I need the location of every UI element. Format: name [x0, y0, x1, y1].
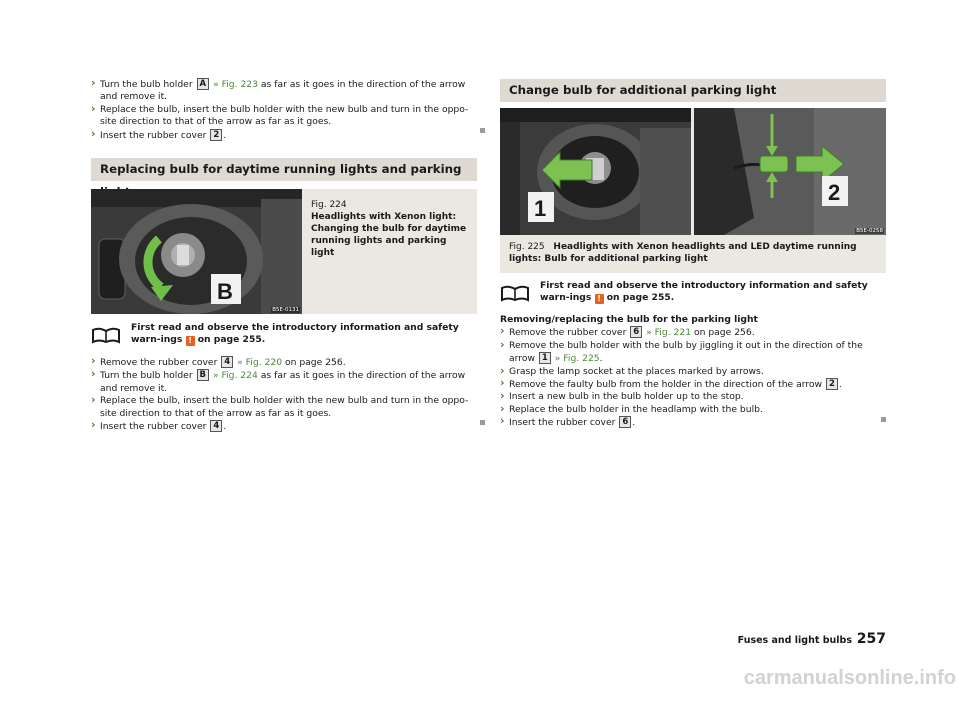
key-badge: 6: [619, 416, 631, 428]
step-text: Remove the bulb holder with the bulb by jiggling it out in the direction of the arrow: [509, 339, 863, 365]
notice-text: [540, 280, 886, 305]
bulb-replacement-illustration: [694, 108, 886, 235]
footer-title: Fuses and light bulbs: [737, 635, 852, 646]
step-text: Replace the bulb holder in the headlamp with the bulb.: [509, 403, 763, 415]
image-label-1: 1: [534, 196, 547, 221]
warning-icon: !: [186, 336, 195, 346]
read-book-icon: [91, 325, 121, 344]
intro-step: [91, 78, 477, 104]
step: [500, 340, 886, 366]
section-end-mark: [881, 417, 886, 422]
image-label-b: B: [217, 279, 233, 304]
section-heading: Replacing bulb for daytime running lights and parking: [91, 158, 477, 181]
key-badge: B: [197, 369, 209, 381]
step: [91, 369, 477, 395]
step-text: Remove the rubber cover: [509, 327, 627, 339]
figure-link[interactable]: » Fig. 221: [646, 327, 692, 339]
headlight-bulb-holder-illustration: [91, 189, 302, 314]
figure-link[interactable]: » Fig. 220: [237, 357, 283, 368]
step-text: as far as it goes in the direction of the arrow and remove it.: [100, 79, 466, 103]
key-badge: 6: [630, 326, 642, 338]
figure-224-caption-block: [311, 199, 471, 259]
step: [91, 395, 477, 420]
key-badge: 4: [210, 420, 222, 432]
notice-text: [131, 322, 477, 347]
figure-224: [91, 189, 477, 314]
intro-step: [91, 104, 477, 129]
step: [500, 404, 886, 416]
section-end-mark: [480, 420, 485, 425]
key-badge: 4: [221, 356, 233, 368]
watermark: carmanualsonline.info: [743, 667, 956, 689]
figure-label: Fig. 224: [311, 200, 347, 210]
steps-list: [91, 356, 477, 433]
intro-steps: [91, 78, 477, 142]
figure-224-image: [91, 189, 302, 314]
steps-block: [500, 314, 886, 430]
step-text: Insert the rubber cover: [509, 417, 616, 429]
key-badge: 2: [210, 129, 222, 141]
notice-page-ref[interactable]: on page 255.: [606, 292, 675, 304]
step-text: Remove the faulty bulb from the holder in the direction of the arrow: [509, 379, 823, 391]
key-badge: 2: [826, 378, 838, 390]
step-text: on page 256.: [693, 327, 755, 339]
figure-link[interactable]: » Fig. 224: [212, 370, 258, 382]
page-number: 257: [856, 631, 886, 647]
step: [91, 420, 477, 433]
step: [500, 391, 886, 403]
step-text: .: [223, 421, 227, 433]
step: [500, 416, 886, 429]
step-text: on page 256.: [284, 357, 346, 368]
figure-link[interactable]: » Fig. 225: [554, 353, 600, 365]
step-text: .: [599, 353, 603, 365]
notice-page-ref[interactable]: on page 255.: [197, 334, 266, 346]
bulb-holder-removal-illustration: [500, 108, 691, 235]
step-text: Grasp the lamp socket at the places marked by arrows.: [509, 365, 764, 377]
step-text: .: [632, 417, 636, 429]
safety-notice: [91, 322, 477, 347]
step-text: as far as it goes in the direction of the arrow and remove it.: [100, 370, 466, 394]
warning-icon: !: [595, 294, 604, 304]
notice-line: First read and observe the introductory information and safety warn-ings: [131, 322, 459, 346]
image-code: B5E-0131: [272, 307, 299, 313]
step-text: .: [838, 379, 842, 391]
figure-caption: Headlights with Xenon headlights and LED daytime running lights: Bulb for additional parking light: [509, 242, 857, 265]
step: [91, 356, 477, 369]
subheading: Removing/replacing the bulb for the parking light: [500, 314, 758, 325]
step-text: Replace the bulb, insert the bulb holder with the new bulb and turn in the oppo-site direction to that of the arrow as far as it goes.: [100, 395, 469, 419]
image-code: B5E-0258: [856, 228, 883, 234]
step: [500, 378, 886, 391]
figure-label: Fig. 225: [509, 242, 545, 252]
figure-caption: Headlights with Xenon light: Changing the bulb for daytime running lights and parking light: [311, 212, 467, 259]
section-end-mark: [480, 128, 485, 133]
step: [500, 366, 886, 378]
safety-notice: [500, 280, 886, 305]
step-text: Insert a new bulb in the bulb holder up to the stop.: [509, 391, 744, 403]
figure-link[interactable]: » Fig. 223: [213, 79, 258, 90]
figure-225-image-right: [694, 108, 886, 235]
step-text: Insert the rubber cover: [100, 421, 207, 433]
key-badge: 1: [539, 352, 551, 364]
notice-line: First read and observe the introductory information and safety warn-ings: [540, 280, 868, 304]
step-text: Remove the rubber cover: [100, 357, 218, 368]
intro-step: [91, 129, 477, 142]
step-text: Replace the bulb, insert the bulb holder with the new bulb and turn in the oppo-site direction to that of the arrow as far as it goes.: [100, 103, 469, 128]
figure-225: [500, 108, 886, 273]
key-badge: A: [197, 78, 210, 90]
figure-225-caption-block: [509, 241, 881, 266]
step-text: Turn the bulb holder: [100, 79, 193, 90]
step-text: Insert the rubber cover: [100, 129, 207, 141]
figure-225-image-left: [500, 108, 691, 235]
read-book-icon: [500, 283, 530, 302]
step-text: .: [223, 129, 227, 141]
section-heading: Change bulb for additional parking light: [500, 79, 886, 102]
step-text: Turn the bulb holder: [100, 370, 193, 382]
image-label-2: 2: [828, 180, 841, 205]
step: [500, 326, 886, 339]
